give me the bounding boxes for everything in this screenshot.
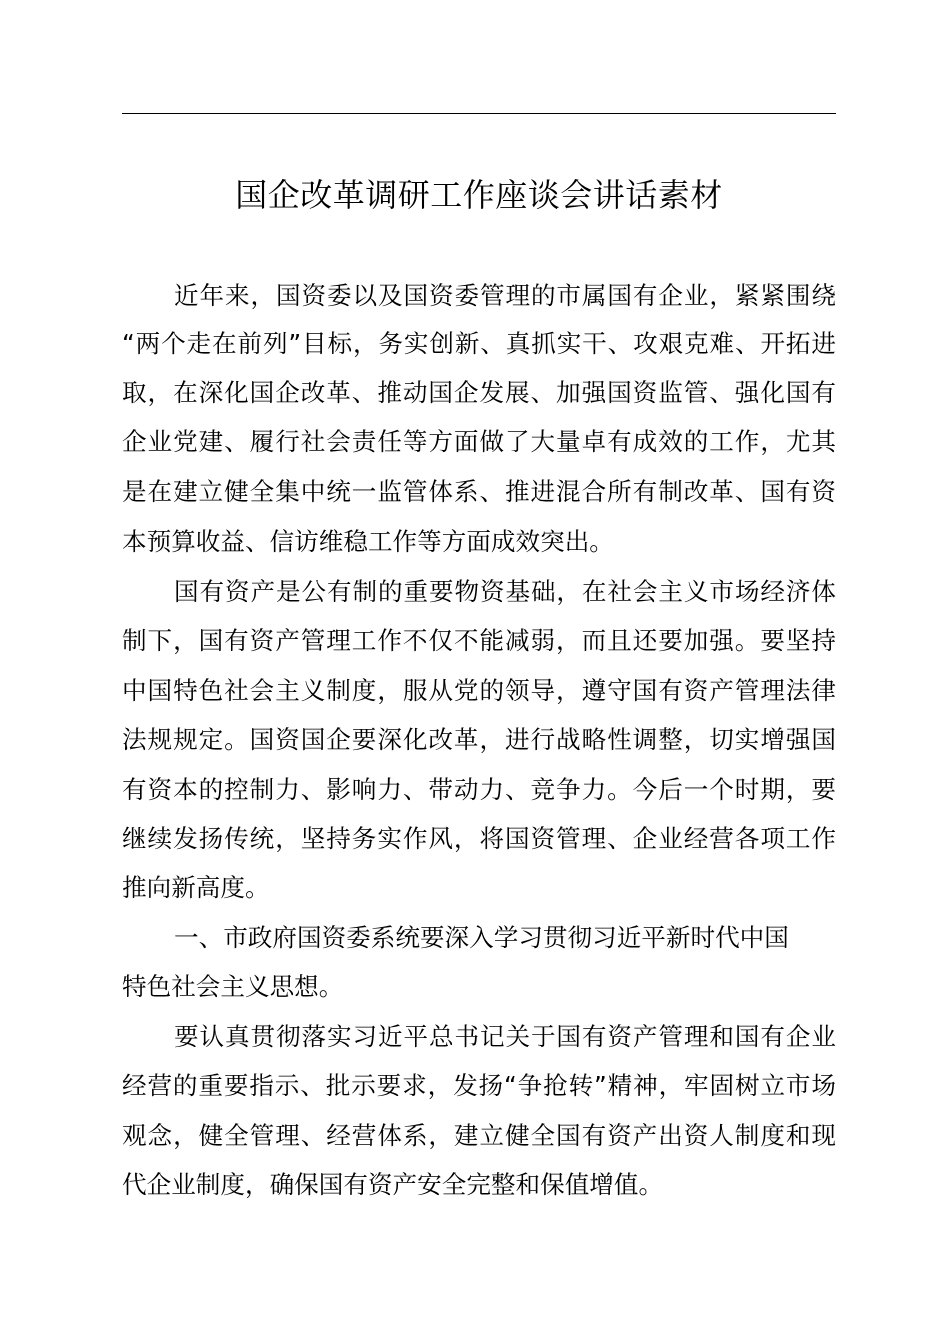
text-line: 取，在深化国企改革、推动国企发展、加强国资监管、强化国有 xyxy=(122,378,836,407)
text-line: 继续发扬传统，坚持务实作风，将国资管理、企业经营各项工作 xyxy=(122,824,836,853)
text-line: 制下，国有资产管理工作不仅不能减弱，而且还要加强。要坚持 xyxy=(122,626,836,655)
text-line: 国有资产是公有制的重要物资基础，在社会主义市场经济体 xyxy=(174,577,836,606)
text-line: 观念，健全管理、经营体系，建立健全国有资产出资人制度和现 xyxy=(122,1121,836,1150)
text-line: 一、市政府国资委系统要深入学习贯彻习近平新时代中国 xyxy=(174,923,789,952)
header-rule xyxy=(122,113,836,114)
text-line: 企业党建、履行社会责任等方面做了大量卓有成效的工作，尤其 xyxy=(122,427,836,456)
text-line: 本预算收益、信访维稳工作等方面成效突出。 xyxy=(122,527,614,556)
text-line: “两个走在前列”目标，务实创新、真抓实干、攻艰克难、开拓进 xyxy=(122,329,836,358)
text-line: 是在建立健全集中统一监管体系、推进混合所有制改革、国有资 xyxy=(122,477,836,506)
document-title: 国企改革调研工作座谈会讲话素材 xyxy=(235,176,723,214)
text-line: 代企业制度，确保国有资产安全完整和保值增值。 xyxy=(122,1170,664,1199)
text-line: 经营的重要指示、批示要求，发扬“争抢转”精神，牢固树立市场 xyxy=(122,1071,836,1100)
text-line: 推向新高度。 xyxy=(122,873,270,902)
text-line: 要认真贯彻落实习近平总书记关于国有资产管理和国有企业 xyxy=(174,1022,836,1051)
text-line: 中国特色社会主义制度，服从党的领导，遵守国有资产管理法律 xyxy=(122,676,836,705)
text-line: 近年来，国资委以及国资委管理的市属国有企业，紧紧围绕 xyxy=(174,281,836,310)
text-line: 特色社会主义思想。 xyxy=(122,972,344,1001)
text-line: 法规规定。国资国企要深化改革，进行战略性调整，切实增强国 xyxy=(122,725,836,754)
text-line: 有资本的控制力、影响力、带动力、竞争力。今后一个时期，要 xyxy=(122,775,836,804)
